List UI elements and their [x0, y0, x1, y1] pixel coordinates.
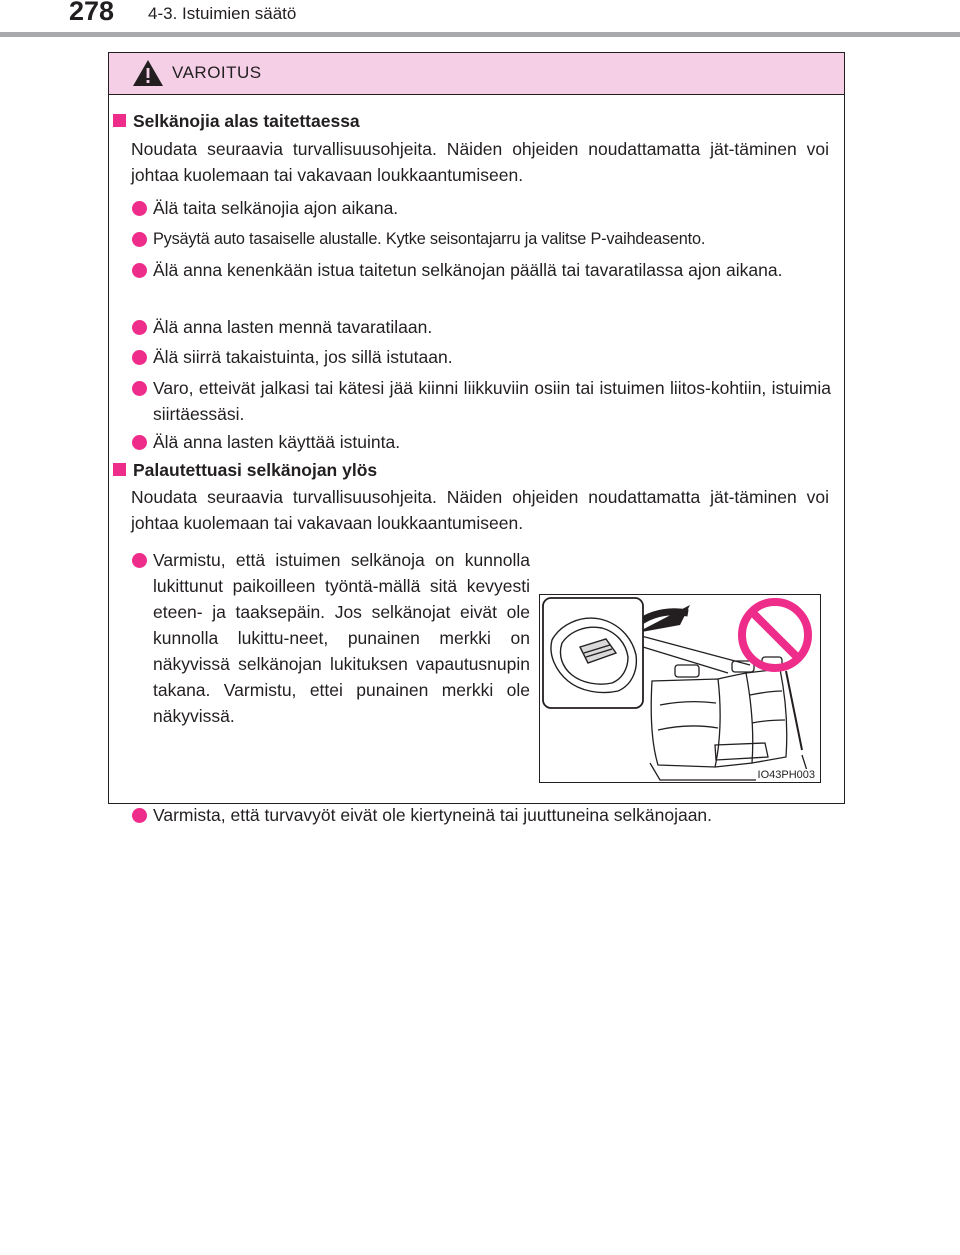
rear-seat-image	[540, 595, 821, 783]
prohibition-icon	[742, 602, 808, 668]
list-item-text: Älä anna lasten käyttää istuinta.	[153, 432, 401, 452]
list-item-text: Varmistu, että istuimen selkänoja on kunnolla lukittunut paikoilleen työntä-mällä sitä kevyesti eteen- ja taaksepäin. Jos selkänojat eivät ole kunnolla lukittu-neet, punainen merkki on näkyvissä selkänojan lukituksen vapautusnupin takana. Varmistu, ettei punainen merkki ole näkyvissä.	[153, 550, 530, 726]
bullet-icon	[132, 435, 147, 450]
list-item	[131, 429, 831, 455]
list-item-text: Älä anna kenenkään istua taitetun selkänojan päällä tai tavaratilassa ajon aikana.	[153, 260, 783, 280]
list-item	[131, 375, 831, 427]
bullet-icon	[132, 381, 147, 396]
list-item	[131, 257, 831, 283]
warning-triangle-icon	[132, 59, 164, 87]
section-heading-text: Selkänojia alas taitettaessa	[133, 111, 360, 131]
list-item-text: Varo, etteivät jalkasi tai kätesi jää kiinni liikkuviin osiin tai istuimen liitos-kohtiin, istuimia siirtäessäsi.	[153, 378, 831, 424]
bullet-icon	[132, 263, 147, 278]
section-heading	[113, 460, 377, 481]
section-intro: Noudata seuraavia turvallisuusohjeita. Näiden ohjeiden noudattamatta jät-täminen voi johtaa kuolemaan tai vakavaan loukkaantumiseen.	[131, 487, 829, 533]
seat-illustration	[539, 594, 821, 783]
page-number: 278	[69, 0, 115, 26]
list-item	[131, 344, 831, 370]
list-item	[131, 314, 831, 340]
list-item	[131, 195, 831, 221]
section-heading-text: Palautettuasi selkänojan ylös	[133, 460, 378, 480]
bullet-icon	[132, 320, 147, 335]
header-rule	[0, 32, 960, 37]
warning-label: VAROITUS	[172, 63, 262, 82]
list-item	[131, 547, 530, 729]
section-intro: Noudata seuraavia turvallisuusohjeita. Näiden ohjeiden noudattamatta jät-täminen voi johtaa kuolemaan tai vakavaan loukkaantumiseen.	[131, 139, 829, 185]
list-item-text: Älä siirrä takaistuinta, jos sillä istutaan.	[153, 347, 453, 367]
list-item-text: Älä anna lasten mennä tavaratilaan.	[153, 317, 433, 337]
square-bullet-icon	[113, 463, 126, 476]
warning-header	[109, 53, 844, 95]
warning-box	[108, 52, 845, 825]
square-bullet-icon	[113, 114, 126, 127]
illustration-code: IO43PH003	[757, 769, 815, 781]
list-item	[131, 226, 831, 252]
list-item-text: Pysäytä auto tasaiselle alustalle. Kytke seisontajarru ja valitse P-vaihdeasento.	[153, 230, 706, 248]
bullet-icon	[132, 232, 147, 247]
section-heading	[113, 111, 360, 132]
bullet-icon	[132, 808, 147, 823]
list-item-text: Älä taita selkänojia ajon aikana.	[153, 198, 399, 218]
bullet-icon	[132, 201, 147, 216]
list-item-text: Varmista, että turvavyöt eivät ole kiertyneinä tai juuttuneina selkänojaan.	[153, 805, 713, 825]
list-item	[131, 802, 831, 828]
section-title: 4-3. Istuimien säätö	[148, 4, 297, 23]
bullet-icon	[132, 350, 147, 365]
bullet-icon	[132, 553, 147, 568]
